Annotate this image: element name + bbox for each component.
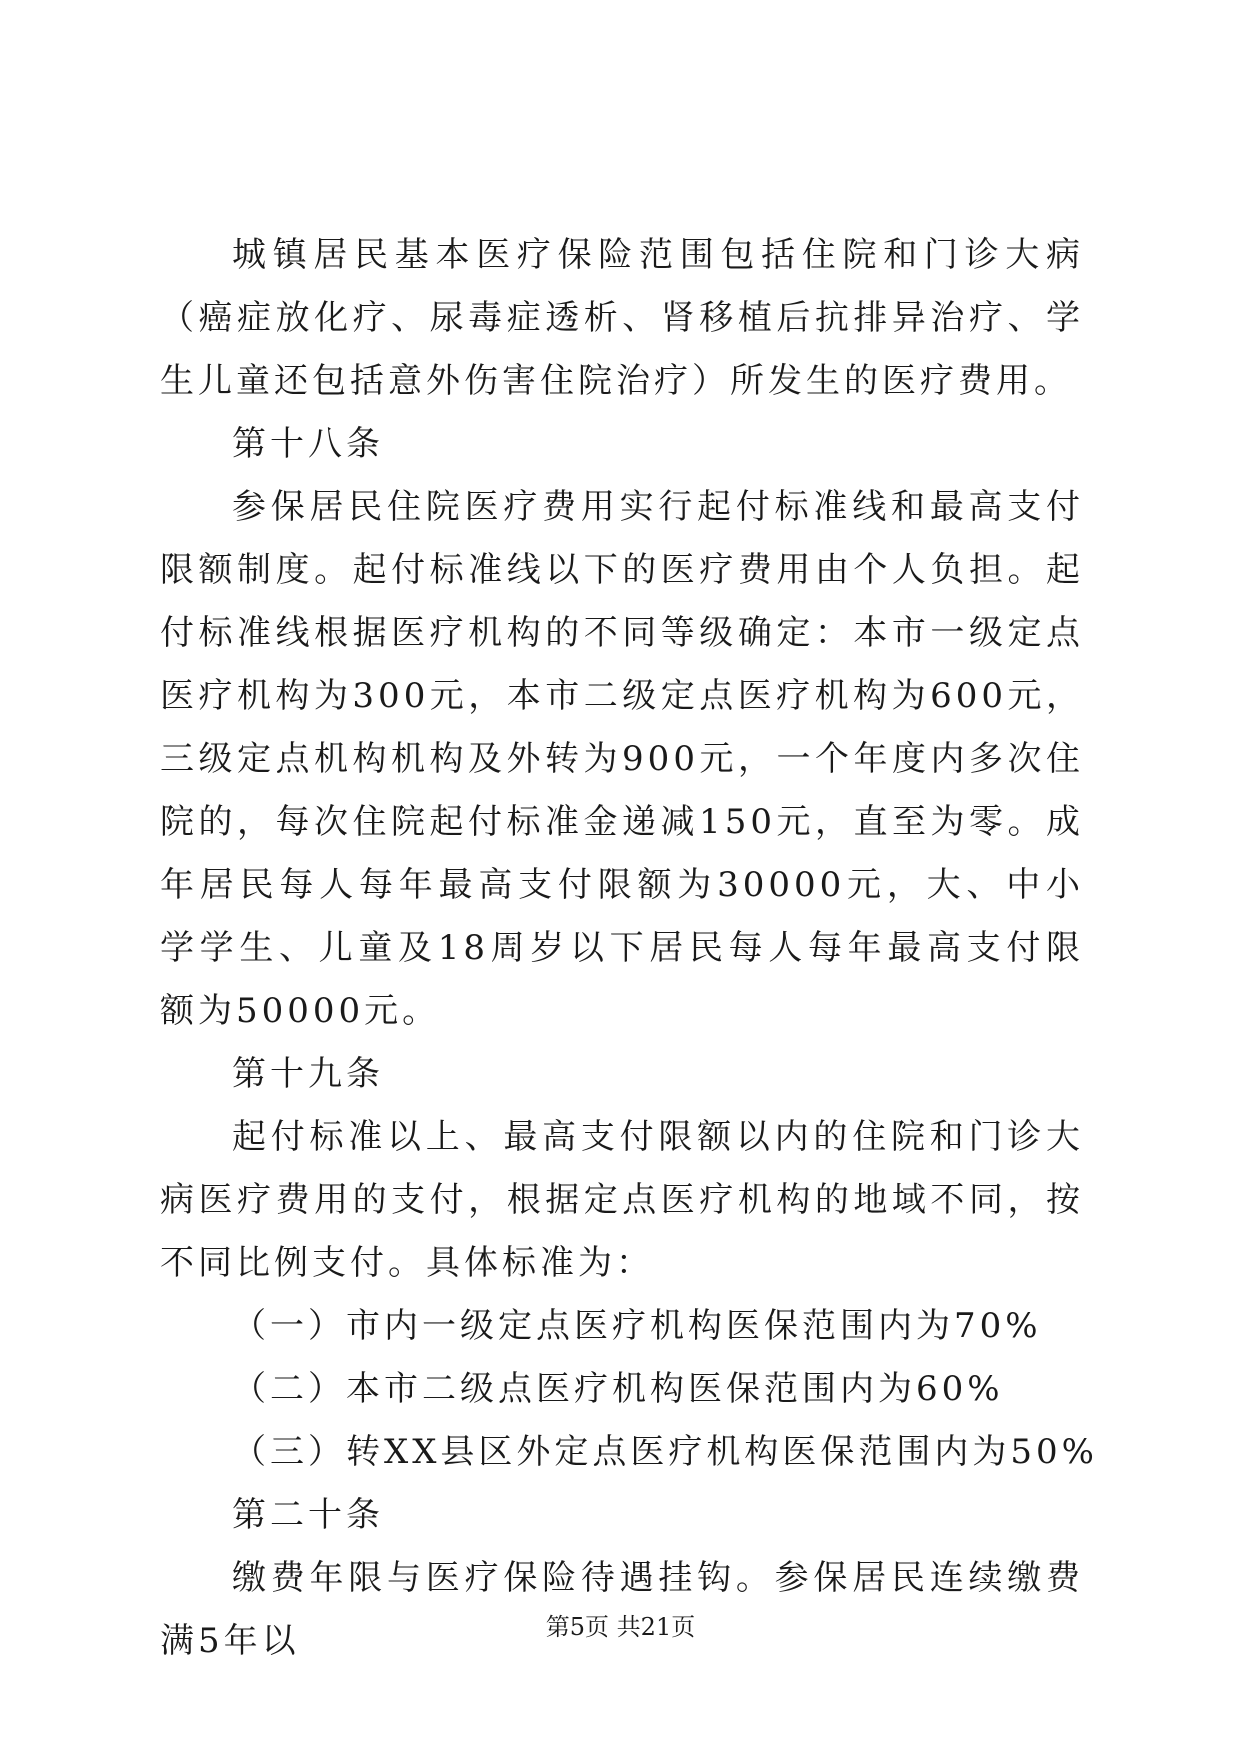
list-item-level-two: （二）本市二级点医疗机构医保范围内为60%	[232, 1369, 1004, 1409]
paragraph-contribution-years: 缴费年限与医疗保险待遇挂钩。参保居民连续缴费满5年以	[160, 1558, 1084, 1661]
list-item-level-one: （一）市内一级定点医疗机构医保范围内为70%	[232, 1306, 1042, 1346]
document-body	[160, 224, 1098, 1673]
paragraph-payment-ratio: 起付标准以上、最高支付限额以内的住院和门诊大病医疗费用的支付，根据定点医疗机构的地域不同，按不同比例支付。具体标准为：	[160, 1117, 1084, 1283]
article-heading-19: 第十九条	[232, 1054, 384, 1094]
page-number-footer: 第5页 共21页	[545, 1613, 696, 1641]
paragraph-insurance-scope: 城镇居民基本医疗保险范围包括住院和门诊大病（癌症放化疗、尿毒症透析、肾移植后抗排异治疗、学生儿童还包括意外伤害住院治疗）所发生的医疗费用。	[160, 235, 1084, 401]
paragraph-deductible-and-limit: 参保居民住院医疗费用实行起付标准线和最高支付限额制度。起付标准线以下的医疗费用由个人负担。起付标准线根据医疗机构的不同等级确定：本市一级定点医疗机构为300元，本市二级定点医疗机构为600元，三级定点机构机构及外转为900元，一个年度内多次住院的，每次住院起付标准金递减150元，直至为零。成年居民每人每年最高支付限额为30000元，大、中小学学生、儿童及18周岁以下居民每人每年最高支付限额为50000元。	[160, 487, 1084, 1031]
article-heading-18: 第十八条	[232, 424, 384, 464]
article-heading-20: 第二十条	[232, 1495, 384, 1535]
list-item-out-of-county: （三）转XX县区外定点医疗机构医保范围内为50%	[232, 1432, 1098, 1472]
